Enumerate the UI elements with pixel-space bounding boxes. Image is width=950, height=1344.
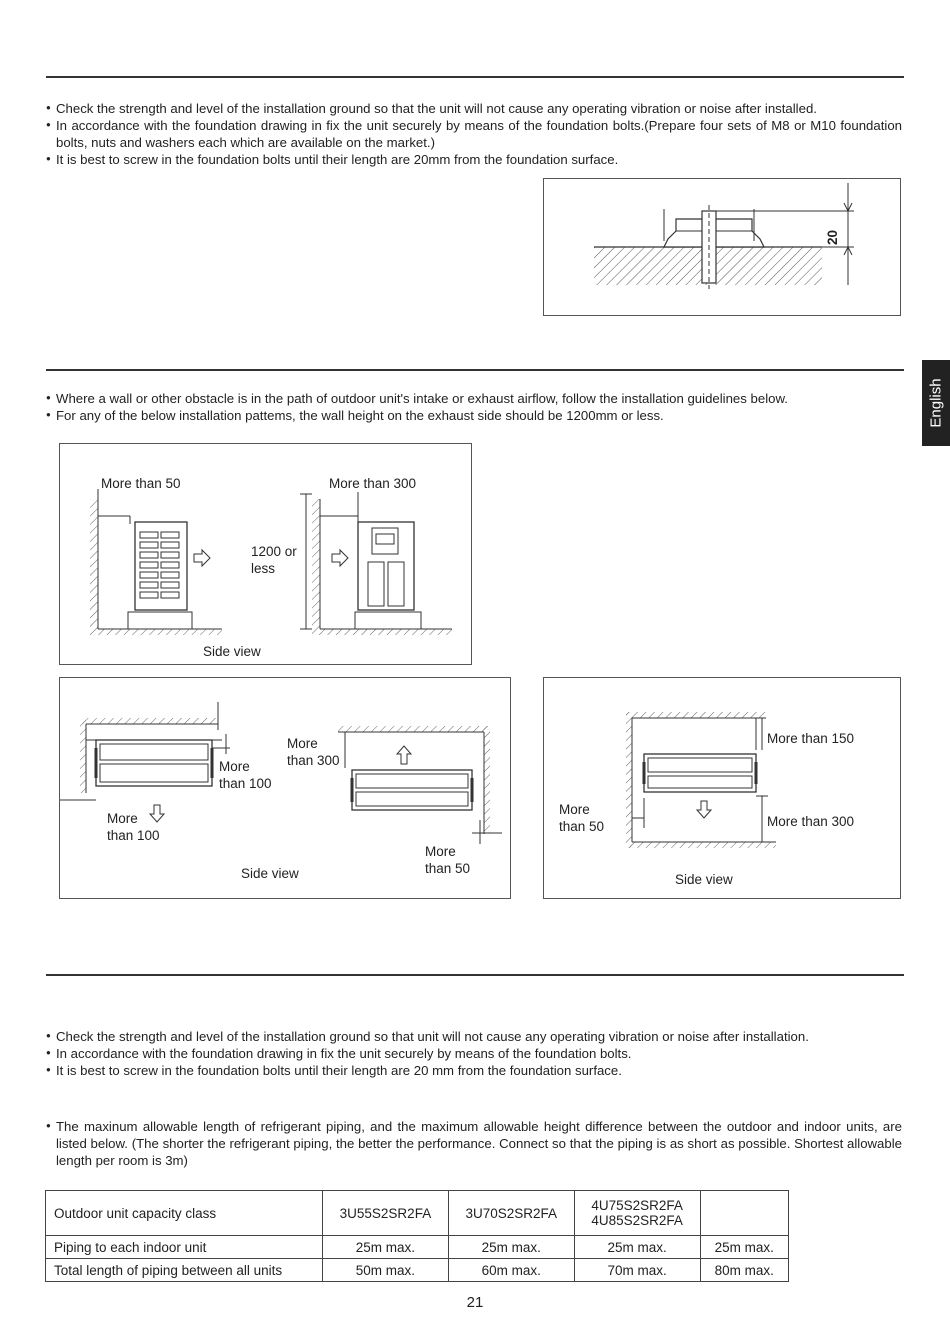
section-divider <box>46 76 904 78</box>
clearance-label-b-line1: More <box>107 811 138 826</box>
table-header-cell: Outdoor unit capacity class <box>46 1191 323 1236</box>
table-cell: Total length of piping between all units <box>46 1259 323 1282</box>
clearance-figure-top-view-walls <box>59 677 511 899</box>
table-cell: 70m max. <box>574 1259 700 1282</box>
piping-note <box>46 1118 902 1169</box>
table-header-cell: 3U70S2SR2FA <box>448 1191 574 1236</box>
figure-caption: Side view <box>203 644 261 659</box>
clearance-left-label-line1: More <box>559 802 590 817</box>
bullet-item: ● For any of the below installation pattems, the wall height on the exhaust side should be 1200mm or less. <box>46 407 902 424</box>
table-header-model: 4U75S2SR2FA <box>591 1198 683 1213</box>
section1-bullet-list <box>46 100 902 168</box>
clearance-label-c-line1: More <box>287 736 318 751</box>
wall-height-label-line2: less <box>251 561 276 576</box>
table-cell: 25m max. <box>700 1236 788 1259</box>
clearance-left-label: More than 50 <box>101 476 181 491</box>
clearance-right-label: More than 300 <box>329 476 417 491</box>
section2-bullet-list <box>46 390 902 424</box>
bullet-item: ● In accordance with the foundation drawing in fix the unit securely by means of the foundation bolts. <box>46 1045 902 1062</box>
clearance-top-label: More than 150 <box>767 731 855 746</box>
table-cell: 25m max. <box>574 1236 700 1259</box>
table-row <box>46 1236 789 1259</box>
section3-bullet-list <box>46 1028 902 1079</box>
bullet-item: ● It is best to screw in the foundation bolts until their length are 20mm from the foundation surface. <box>46 151 902 168</box>
table-cell: 60m max. <box>448 1259 574 1282</box>
table-cell: 50m max. <box>323 1259 449 1282</box>
piping-note-text: ● The maxinum allowable length of refrigerant piping, and the maximum allowable height difference between the outdoor and indoor units, are listed below. (The shorter the refrigerant piping, the better the performance. Connect so that the piping is as short as possible. Shortest allowable length per room is 3m) <box>46 1118 902 1169</box>
table-row <box>46 1259 789 1282</box>
bullet-item: ● In accordance with the foundation drawing in fix the unit securely by means of the foundation bolts.(Prepare four sets of M8 or M10 foundation bolts, nuts and washers each which are available on the market.) <box>46 117 902 151</box>
clearance-label-a-line1: More <box>219 759 250 774</box>
page-number: 21 <box>466 1294 484 1311</box>
clearance-label-d-line2: than 50 <box>425 861 471 876</box>
table-header-cell: 3U55S2SR2FA <box>323 1191 449 1236</box>
table-header-cell <box>700 1191 788 1236</box>
table-header-row <box>46 1191 789 1236</box>
bullet-item: ● Where a wall or other obstacle is in the path of outdoor unit's intake or exhaust airflow, follow the installation guidelines below. <box>46 390 902 407</box>
bullet-item: ● Check the strength and level of the installation ground so that unit will not cause any operating vibration or noise after installation. <box>46 1028 902 1045</box>
bullet-item: ● Check the strength and level of the installation ground so that the unit will not cause any operating vibration or noise after installed. <box>46 100 902 117</box>
bolt-dimension-label: 20 <box>825 229 840 245</box>
table-cell: Piping to each indoor unit <box>46 1236 323 1259</box>
language-tab-label: English <box>927 378 945 428</box>
table-cell: 80m max. <box>700 1259 788 1282</box>
figure-caption: Side view <box>675 872 733 887</box>
table-cell: 25m max. <box>448 1236 574 1259</box>
enclosure-drawing <box>544 678 900 898</box>
clearance-bottom-label: More than 300 <box>767 814 855 829</box>
clearance-left-label-line2: than 50 <box>559 819 605 834</box>
bolt-height-drawing <box>544 179 900 315</box>
bullet-item: ● It is best to screw in the foundation bolts until their length are 20 mm from the foundation surface. <box>46 1062 902 1079</box>
table-header-model: 4U85S2SR2FA <box>591 1213 683 1228</box>
table-header-cell <box>574 1191 700 1236</box>
bolt-height-figure <box>543 178 901 316</box>
clearance-figure-side-walls <box>59 443 472 665</box>
clearance-label-c-line2: than 300 <box>287 753 340 768</box>
clearance-figure-enclosure <box>543 677 901 899</box>
table-cell: 25m max. <box>323 1236 449 1259</box>
figure-caption: Side view <box>241 866 299 881</box>
clearance-label-b-line2: than 100 <box>107 828 160 843</box>
piping-length-table <box>45 1190 789 1282</box>
language-tab <box>922 360 950 446</box>
section-divider <box>46 974 904 976</box>
clearance-label-a-line2: than 100 <box>219 776 272 791</box>
clearance-label-d-line1: More <box>425 844 456 859</box>
wall-height-label-line1: 1200 or <box>251 544 297 559</box>
section-divider <box>46 369 904 371</box>
